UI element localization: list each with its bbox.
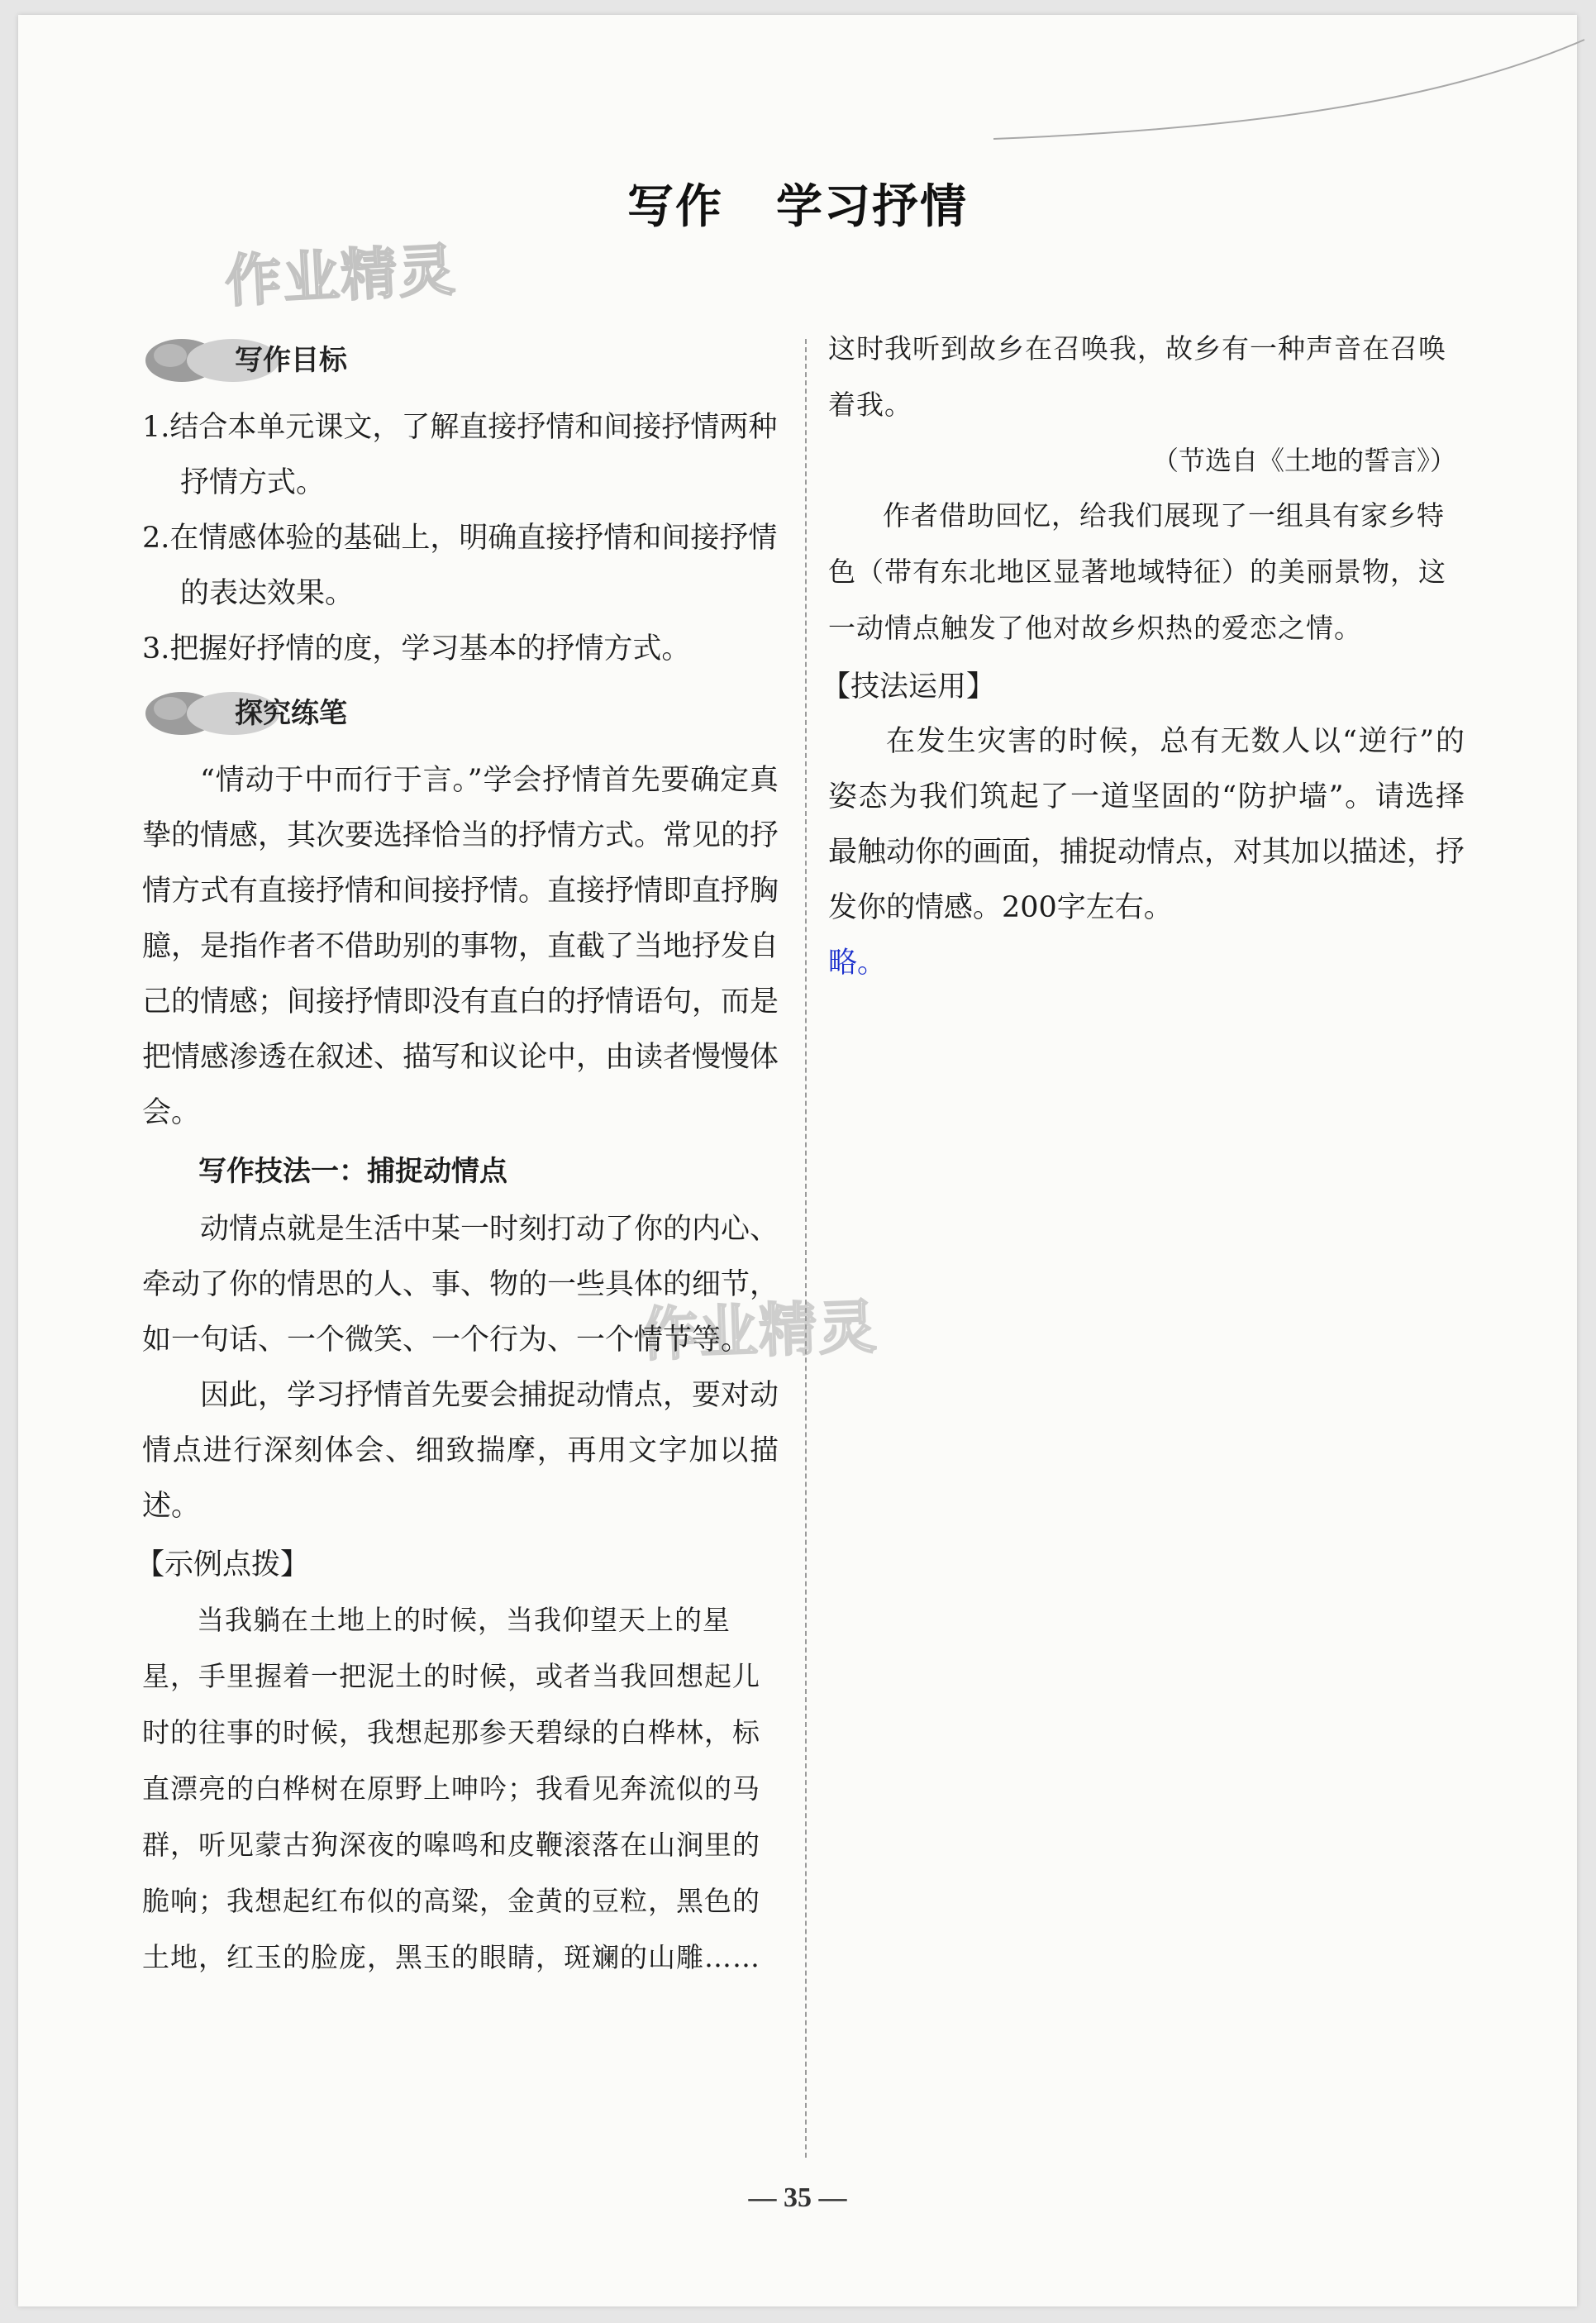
- example-analysis: 作者借助回忆，给我们展现了一组具有家乡特色（带有东北地区显著地域特征）的美丽景物，这一动情点触发了他对故乡炽热的爱恋之情。: [828, 499, 1446, 644]
- goal-item-3: 3.把握好抒情的度，学习基本的抒情方式。: [142, 632, 691, 665]
- title-part1: 写作: [627, 180, 723, 234]
- goal-item-2: 2.在情感体验的基础上，明确直接抒情和间接抒情的表达效果。: [142, 522, 778, 610]
- technique-paragraph-1: 动情点就是生活中某一时刻打动了你的内心、牵动了你的情思的人、事、物的一些具体的细节，如一句话、一个微笑、一个行为、一个情节等。: [142, 1213, 779, 1357]
- page-number: — 35 —: [748, 2182, 847, 2213]
- technique-paragraph-2: 因此，学习抒情首先要会捕捉动情点，要对动情点进行深刻体会、细致揣摩，再用文字加以描述。: [142, 1379, 779, 1523]
- decorative-curve: [993, 31, 1589, 155]
- section-header-goals: [142, 331, 779, 389]
- goal-item-1: 1.结合本单元课文，了解直接抒情和间接抒情两种抒情方式。: [142, 411, 778, 499]
- column-divider: [805, 339, 807, 2158]
- right-column: [822, 321, 1465, 990]
- technique-title: 写作技法一：捕捉动情点: [198, 1155, 507, 1188]
- section-title-goals: 写作目标: [235, 344, 347, 377]
- page-title: [18, 170, 1577, 236]
- watermark-top: 作业精灵: [223, 237, 459, 316]
- section-title-explore: 探究练笔: [235, 697, 347, 730]
- left-column: [136, 331, 779, 1986]
- title-part2: 学习抒情: [776, 180, 968, 234]
- section-header-explore: [142, 684, 779, 742]
- apply-task: 在发生灾害的时候，总有无数人以“逆行”的姿态为我们筑起了一道坚固的“防护墙”。请选择最触动你的画面，捕捉动情点，对其加以描述，抒发你的情感。200字左右。: [828, 725, 1465, 924]
- watermark-middle: 作业精灵: [638, 1292, 879, 1369]
- citation: （节选自《土地的誓言》）: [1151, 445, 1456, 476]
- apply-label: 【技法运用】: [822, 670, 996, 704]
- textbook-page: [18, 15, 1577, 2306]
- example-label: 【示例点拨】: [136, 1548, 310, 1581]
- example-text: 当我躺在土地上的时候，当我仰望天上的星星，手里握着一把泥土的时候，或者当我回想起儿时的往事的时候，我想起那参天碧绿的白桦林，标直漂亮的白桦树在原野上呻吟；我看见奔流似的马群，听见蒙古狗深夜的嗥鸣和皮鞭滚落在山涧里的脆响；我想起红布似的高粱，金黄的豆粒，黑色的土地，红玉的脸庞，黑玉的眼睛，斑斓的山雕……: [142, 1604, 760, 1973]
- explore-intro: “情动于中而行于言。”学会抒情首先要确定真挚的情感，其次要选择恰当的抒情方式。常见的抒情方式有直接抒情和间接抒情。直接抒情即直抒胸臆，是指作者不借助别的事物，直截了当地抒发自己的情感；间接抒情即没有直白的抒情语句，而是把情感渗透在叙述、描写和议论中，由读者慢慢体会。: [142, 764, 779, 1129]
- example-text-continued: 这时我听到故乡在召唤我，故乡有一种声音在召唤着我。: [828, 332, 1446, 421]
- answer-text: 略。: [828, 947, 887, 980]
